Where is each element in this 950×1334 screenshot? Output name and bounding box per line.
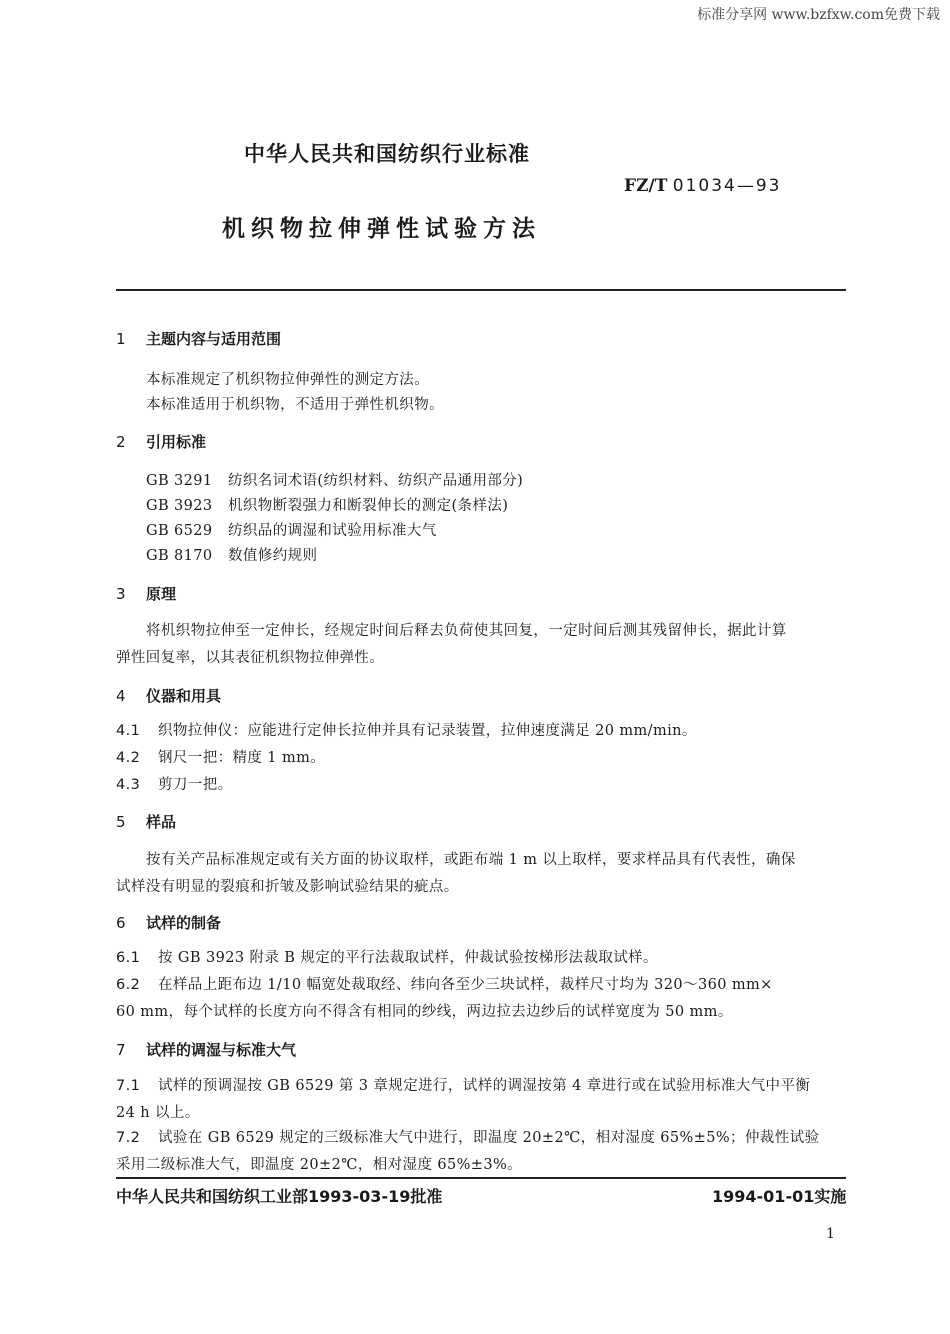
section-6-heading <box>116 912 221 933</box>
reference-code: GB 3291 <box>146 473 213 489</box>
paragraph: 试样没有明显的裂痕和折皱及影响试验结果的疵点。 <box>116 879 459 895</box>
reference-name: 纺织品的调湿和试验用标准大气 <box>228 523 437 539</box>
clause-item <box>116 946 658 967</box>
clause-text: 试验在 GB 6529 规定的三级标准大气中进行，即温度 20±2℃，相对湿度 65%±5%；仲裁性试验 <box>158 1130 820 1146</box>
section-1-heading <box>116 328 281 349</box>
reference-item <box>146 469 523 490</box>
standard-code-number: 01034—93 <box>672 176 782 196</box>
clause-continuation: 采用二级标准大气，即温度 20±2℃，相对湿度 65%±3%。 <box>116 1157 523 1173</box>
clause-item <box>116 746 325 767</box>
reference-item <box>146 519 437 540</box>
paragraph: 本标准规定了机织物拉伸弹性的测定方法。 <box>146 372 430 388</box>
clause-number: 7.1 <box>116 1078 141 1094</box>
paragraph: 将机织物拉伸至一定伸长，经规定时间后释去负荷使其回复，一定时间后测其残留伸长，据此计算 <box>146 623 787 639</box>
clause-text: 试样的预调湿按 GB 6529 第 3 章规定进行，试样的调湿按第 4 章进行或在试验用标准大气中平衡 <box>158 1078 811 1094</box>
paragraph: 按有关产品标准规定或有关方面的协议取样，或距布端 1 m 以上取样，要求样品具有代表性，确保 <box>146 852 796 868</box>
footer-divider <box>116 1177 846 1179</box>
section-number: 1 <box>116 330 126 348</box>
section-number: 5 <box>116 813 126 831</box>
clause-item <box>116 973 773 994</box>
reference-name: 纺织名词术语(纺织材料、纺织产品通用部分) <box>228 473 524 489</box>
clause-number: 4.3 <box>116 777 141 793</box>
section-2-heading <box>116 431 206 452</box>
clause-text: 钢尺一把：精度 1 mm。 <box>158 750 326 766</box>
section-title: 样品 <box>146 813 177 831</box>
effective-date-line: 1994-01-01实施 <box>712 1187 847 1206</box>
approval-line: 中华人民共和国纺织工业部1993-03-19批准 <box>116 1187 443 1206</box>
issuing-organization: 中华人民共和国纺织行业标准 <box>244 142 530 166</box>
section-number: 6 <box>116 914 126 932</box>
clause-number: 6.1 <box>116 950 141 966</box>
header-divider <box>116 289 846 291</box>
document-title: 机织物拉伸弹性试验方法 <box>222 216 541 242</box>
paragraph: 弹性回复率，以其表征机织物拉伸弹性。 <box>116 650 385 666</box>
reference-name: 数值修约规则 <box>228 548 318 564</box>
clause-item <box>116 719 697 740</box>
section-title: 原理 <box>146 585 177 603</box>
reference-item <box>146 544 317 565</box>
reference-item <box>146 494 508 515</box>
clause-text: 织物拉伸仪：应能进行定伸长拉伸并具有记录装置，拉伸速度满足 20 mm/min。 <box>158 723 697 739</box>
clause-item <box>116 1126 819 1147</box>
section-3-heading <box>116 583 176 604</box>
clause-text: 在样品上距布边 1/10 幅宽处裁取经、纬向各至少三块试样，裁样尺寸均为 320～360 mm× <box>158 977 773 993</box>
clause-text: 剪刀一把。 <box>158 777 233 793</box>
standard-code <box>624 176 781 196</box>
clause-number: 4.2 <box>116 750 141 766</box>
clause-number: 7.2 <box>116 1130 141 1146</box>
clause-continuation: 24 h 以上。 <box>116 1105 200 1121</box>
watermark-text: 标准分享网 www.bzfxw.com免费下载 <box>697 7 940 23</box>
clause-continuation: 60 mm，每个试样的长度方向不得含有相同的纱线，两边拉去边纱后的试样宽度为 50 mm。 <box>116 1004 733 1020</box>
section-title: 引用标准 <box>146 433 207 451</box>
section-4-heading <box>116 685 221 706</box>
clause-number: 4.1 <box>116 723 141 739</box>
reference-code: GB 3923 <box>146 498 213 514</box>
section-title: 仪器和用具 <box>146 687 222 705</box>
section-title: 主题内容与适用范围 <box>146 330 282 348</box>
section-7-heading <box>116 1039 296 1060</box>
section-number: 7 <box>116 1041 126 1059</box>
section-5-heading <box>116 811 176 832</box>
standard-code-prefix: FZ/T <box>624 176 668 196</box>
section-title: 试样的制备 <box>146 914 222 932</box>
clause-text: 按 GB 3923 附录 B 规定的平行法裁取试样，仲裁试验按梯形法裁取试样。 <box>158 950 658 966</box>
paragraph: 本标准适用于机织物，不适用于弹性机织物。 <box>146 397 444 413</box>
reference-code: GB 8170 <box>146 548 213 564</box>
clause-item <box>116 1074 810 1095</box>
section-title: 试样的调湿与标准大气 <box>146 1041 297 1059</box>
clause-number: 6.2 <box>116 977 141 993</box>
section-number: 4 <box>116 687 126 705</box>
section-number: 2 <box>116 433 126 451</box>
clause-item <box>116 773 233 794</box>
reference-code: GB 6529 <box>146 523 213 539</box>
section-number: 3 <box>116 585 126 603</box>
reference-name: 机织物断裂强力和断裂伸长的测定(条样法) <box>228 498 509 514</box>
page-number: 1 <box>826 1226 835 1242</box>
